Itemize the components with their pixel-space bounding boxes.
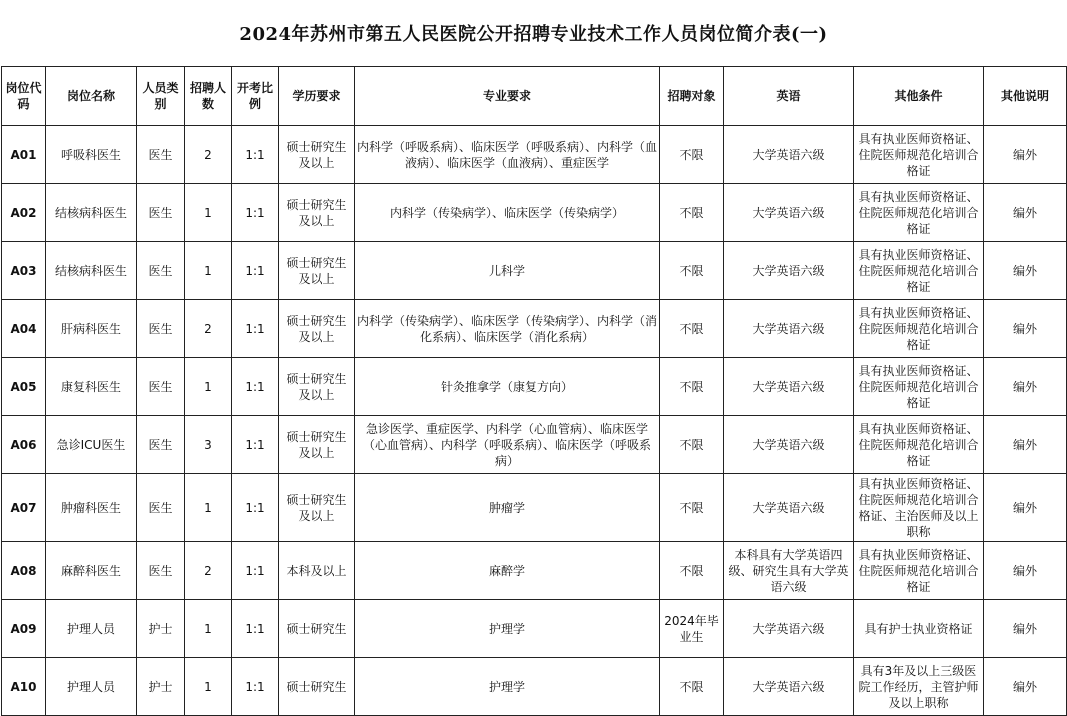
header-code: 岗位代码: [2, 67, 46, 126]
cell-ratio: 1:1: [232, 658, 279, 716]
cell-other: 具有执业医师资格证、住院医师规范化培训合格证、主治医师及以上职称: [854, 474, 984, 542]
cell-edu: 硕士研究生及以上: [279, 184, 355, 242]
cell-english: 大学英语六级: [724, 126, 854, 184]
cell-edu: 硕士研究生: [279, 658, 355, 716]
cell-other: 具有执业医师资格证、住院医师规范化培训合格证: [854, 416, 984, 474]
cell-type: 医生: [137, 184, 185, 242]
cell-type: 医生: [137, 300, 185, 358]
table-row: [2, 300, 1067, 358]
cell-target: 不限: [660, 474, 724, 542]
cell-type: 医生: [137, 542, 185, 600]
cell-code: A10: [2, 658, 46, 716]
cell-type: 医生: [137, 474, 185, 542]
cell-note: 编外: [984, 126, 1067, 184]
cell-edu: 硕士研究生: [279, 600, 355, 658]
cell-count: 1: [185, 600, 232, 658]
cell-edu: 硕士研究生及以上: [279, 242, 355, 300]
cell-major: 护理学: [355, 658, 660, 716]
cell-note: 编外: [984, 184, 1067, 242]
cell-target: 2024年毕业生: [660, 600, 724, 658]
cell-type: 医生: [137, 358, 185, 416]
cell-target: 不限: [660, 184, 724, 242]
cell-name: 麻醉科医生: [46, 542, 137, 600]
cell-english: 大学英语六级: [724, 300, 854, 358]
header-english: 英语: [724, 67, 854, 126]
cell-code: A02: [2, 184, 46, 242]
cell-name: 结核病科医生: [46, 184, 137, 242]
cell-ratio: 1:1: [232, 126, 279, 184]
cell-target: 不限: [660, 300, 724, 358]
cell-other: 具有护士执业资格证: [854, 600, 984, 658]
cell-other: 具有执业医师资格证、住院医师规范化培训合格证: [854, 542, 984, 600]
cell-edu: 硕士研究生及以上: [279, 358, 355, 416]
cell-edu: 硕士研究生及以上: [279, 416, 355, 474]
cell-count: 1: [185, 658, 232, 716]
table-row: [2, 184, 1067, 242]
cell-target: 不限: [660, 542, 724, 600]
header-edu: 学历要求: [279, 67, 355, 126]
cell-ratio: 1:1: [232, 242, 279, 300]
table-row: [2, 474, 1067, 542]
cell-ratio: 1:1: [232, 474, 279, 542]
cell-count: 1: [185, 358, 232, 416]
cell-other: 具有执业医师资格证、住院医师规范化培训合格证: [854, 242, 984, 300]
cell-edu: 硕士研究生及以上: [279, 126, 355, 184]
cell-target: 不限: [660, 358, 724, 416]
cell-edu: 硕士研究生及以上: [279, 474, 355, 542]
cell-name: 呼吸科医生: [46, 126, 137, 184]
cell-type: 医生: [137, 126, 185, 184]
table-row: [2, 416, 1067, 474]
cell-count: 2: [185, 542, 232, 600]
cell-count: 1: [185, 474, 232, 542]
cell-ratio: 1:1: [232, 416, 279, 474]
cell-count: 1: [185, 184, 232, 242]
header-other: 其他条件: [854, 67, 984, 126]
cell-english: 大学英语六级: [724, 416, 854, 474]
cell-other: 具有执业医师资格证、住院医师规范化培训合格证: [854, 358, 984, 416]
cell-other: 具有3年及以上三级医院工作经历，主管护师及以上职称: [854, 658, 984, 716]
header-ratio: 开考比例: [232, 67, 279, 126]
cell-note: 编外: [984, 658, 1067, 716]
cell-english: 本科具有大学英语四级、研究生具有大学英语六级: [724, 542, 854, 600]
cell-major: 急诊医学、重症医学、内科学（心血管病）、临床医学（心血管病）、内科学（呼吸系病）、临床医学（呼吸系病）: [355, 416, 660, 474]
cell-name: 康复科医生: [46, 358, 137, 416]
cell-note: 编外: [984, 300, 1067, 358]
cell-code: A08: [2, 542, 46, 600]
cell-ratio: 1:1: [232, 542, 279, 600]
cell-name: 结核病科医生: [46, 242, 137, 300]
cell-ratio: 1:1: [232, 358, 279, 416]
table-row: [2, 600, 1067, 658]
cell-count: 1: [185, 242, 232, 300]
cell-ratio: 1:1: [232, 184, 279, 242]
cell-major: 肿瘤学: [355, 474, 660, 542]
cell-code: A03: [2, 242, 46, 300]
cell-other: 具有执业医师资格证、住院医师规范化培训合格证: [854, 184, 984, 242]
table-row: [2, 358, 1067, 416]
header-note: 其他说明: [984, 67, 1067, 126]
page-title: 2024年苏州市第五人民医院公开招聘专业技术工作人员岗位简介表(一): [239, 24, 828, 45]
cell-count: 3: [185, 416, 232, 474]
cell-name: 护理人员: [46, 600, 137, 658]
cell-code: A06: [2, 416, 46, 474]
cell-english: 大学英语六级: [724, 358, 854, 416]
cell-edu: 本科及以上: [279, 542, 355, 600]
cell-english: 大学英语六级: [724, 474, 854, 542]
header-major: 专业要求: [355, 67, 660, 126]
cell-major: 儿科学: [355, 242, 660, 300]
cell-target: 不限: [660, 658, 724, 716]
cell-english: 大学英语六级: [724, 658, 854, 716]
cell-note: 编外: [984, 474, 1067, 542]
cell-major: 内科学（呼吸系病）、临床医学（呼吸系病）、内科学（血液病）、临床医学（血液病）、重症医学: [355, 126, 660, 184]
header-target: 招聘对象: [660, 67, 724, 126]
cell-target: 不限: [660, 126, 724, 184]
header-type: 人员类别: [137, 67, 185, 126]
cell-code: A09: [2, 600, 46, 658]
cell-note: 编外: [984, 542, 1067, 600]
cell-english: 大学英语六级: [724, 242, 854, 300]
cell-name: 护理人员: [46, 658, 137, 716]
cell-other: 具有执业医师资格证、住院医师规范化培训合格证: [854, 300, 984, 358]
cell-other: 具有执业医师资格证、住院医师规范化培训合格证: [854, 126, 984, 184]
cell-note: 编外: [984, 358, 1067, 416]
job-table: [1, 66, 1067, 716]
cell-note: 编外: [984, 600, 1067, 658]
cell-type: 医生: [137, 242, 185, 300]
header-count: 招聘人数: [185, 67, 232, 126]
cell-note: 编外: [984, 242, 1067, 300]
cell-edu: 硕士研究生及以上: [279, 300, 355, 358]
cell-count: 2: [185, 300, 232, 358]
cell-code: A01: [2, 126, 46, 184]
cell-english: 大学英语六级: [724, 184, 854, 242]
cell-note: 编外: [984, 416, 1067, 474]
table-row: [2, 126, 1067, 184]
cell-name: 急诊ICU医生: [46, 416, 137, 474]
table-header-row: [2, 67, 1067, 126]
cell-code: A04: [2, 300, 46, 358]
header-name: 岗位名称: [46, 67, 137, 126]
cell-code: A05: [2, 358, 46, 416]
cell-major: 麻醉学: [355, 542, 660, 600]
cell-ratio: 1:1: [232, 300, 279, 358]
cell-type: 医生: [137, 416, 185, 474]
cell-major: 内科学（传染病学）、临床医学（传染病学）: [355, 184, 660, 242]
table-row: [2, 542, 1067, 600]
cell-target: 不限: [660, 242, 724, 300]
cell-code: A07: [2, 474, 46, 542]
cell-english: 大学英语六级: [724, 600, 854, 658]
cell-type: 护士: [137, 600, 185, 658]
table-row: [2, 242, 1067, 300]
cell-name: 肿瘤科医生: [46, 474, 137, 542]
table-row: [2, 658, 1067, 716]
cell-major: 针灸推拿学（康复方向）: [355, 358, 660, 416]
cell-count: 2: [185, 126, 232, 184]
cell-major: 护理学: [355, 600, 660, 658]
cell-ratio: 1:1: [232, 600, 279, 658]
cell-name: 肝病科医生: [46, 300, 137, 358]
cell-target: 不限: [660, 416, 724, 474]
cell-type: 护士: [137, 658, 185, 716]
cell-major: 内科学（传染病学）、临床医学（传染病学）、内科学（消化系病）、临床医学（消化系病）: [355, 300, 660, 358]
